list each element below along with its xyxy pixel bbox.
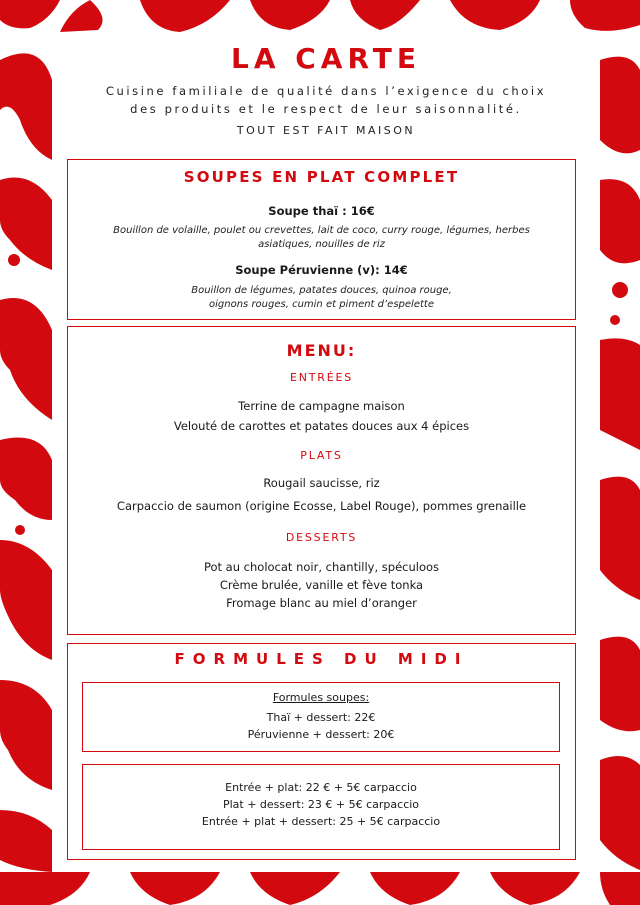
plats-heading: PLATS [300, 449, 343, 462]
intro-line: Cuisine familiale de qualité dans l’exigence du choix [105, 84, 547, 98]
soupe-name: Soupe Péruvienne (v): 14€ [235, 263, 408, 277]
formules-menu-box [82, 764, 560, 850]
page-title: LA CARTE [230, 42, 421, 75]
soupe-description [92, 224, 551, 252]
soupe-desc-line: oignons rouges, cumin et piment d’espelette [209, 299, 434, 310]
formules-section [67, 643, 576, 860]
dish-item: Crème brulée, vanille et fève tonka [219, 578, 424, 592]
menu-sheet [52, 32, 600, 872]
intro-line: des produits et le respect de leur saisonnalité. [130, 102, 522, 116]
dish-item: Terrine de campagne maison [238, 399, 405, 413]
dish-item: Velouté de carottes et patates douces aux 4 épices [173, 419, 470, 433]
soupes-section [67, 159, 576, 320]
soupe-desc-line: asiatiques, nouilles de riz [258, 239, 385, 250]
dish-item: Rougail saucisse, riz [263, 476, 380, 490]
formules-soupes-title: Formules soupes: [272, 691, 370, 704]
formule-line: Plat + dessert: 23 € + 5€ carpaccio [222, 798, 420, 811]
dish-item: Pot au cholocat noir, chantilly, spéculoos [203, 560, 440, 574]
soupes-heading: SOUPES EN PLAT COMPLET [183, 168, 460, 186]
dish-item: Fromage blanc au miel d’oranger [226, 596, 417, 610]
intro-text [72, 82, 580, 118]
dish-item: Carpaccio de saumon (origine Ecosse, Label Rouge), pommes grenaille [116, 499, 527, 513]
menu-section [67, 326, 576, 635]
desserts-heading: DESSERTS [285, 531, 358, 544]
soupe-desc-line: Bouillon de volaille, poulet ou crevettes, lait de coco, curry rouge, légumes, herbes [113, 225, 530, 236]
soupe-description [92, 284, 551, 312]
soupe-name: Soupe thaï : 16€ [268, 204, 375, 218]
homemade-note: TOUT EST FAIT MAISON [236, 124, 416, 137]
formule-line: Entrée + plat: 22 € + 5€ carpaccio [225, 781, 417, 794]
formule-line: Thaï + dessert: 22€ [266, 711, 376, 724]
entrees-heading: ENTRÉES [289, 371, 354, 384]
formules-soupes-box [82, 682, 560, 752]
formule-line: Péruvienne + dessert: 20€ [247, 728, 395, 741]
menu-heading: MENU: [286, 341, 357, 360]
formule-line: Entrée + plat + dessert: 25 + 5€ carpaccio [201, 815, 441, 828]
soupe-desc-line: Bouillon de légumes, patates douces, quinoa rouge, [191, 285, 452, 296]
formules-heading: FORMULES DU MIDI [174, 650, 469, 668]
